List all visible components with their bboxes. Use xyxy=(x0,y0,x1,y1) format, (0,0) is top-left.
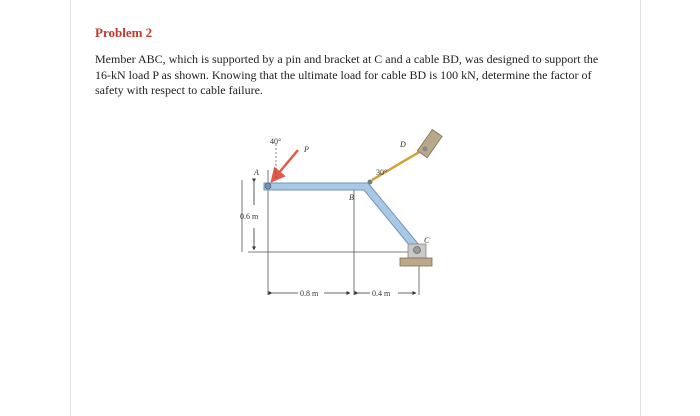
support-c xyxy=(400,244,432,266)
page-margin-right xyxy=(640,0,641,416)
problem-title: Problem 2 xyxy=(95,25,153,40)
problem-figure xyxy=(220,120,480,305)
angle-cable-label: 30° xyxy=(376,168,388,177)
point-c-label: C xyxy=(424,236,430,245)
page-margin-left xyxy=(70,0,71,416)
pin-a xyxy=(265,183,271,189)
bracket-d xyxy=(417,130,442,158)
load-label: P xyxy=(304,145,309,154)
dimension-left-label: 0.8 m xyxy=(300,289,319,298)
member-abc xyxy=(264,183,420,251)
point-a-label: A xyxy=(254,168,259,177)
pin-d xyxy=(423,147,428,152)
point-b-label: B xyxy=(349,193,354,202)
dimension-height-label: 0.6 m xyxy=(240,212,259,221)
problem-statement: Member ABC, which is supported by a pin and bracket at C and a cable BD, was designed to support the 16-kN load P as shown. Knowing that the ultimate load for cable BD is 100 kN, determine the factor of safety with respect to cable failure. xyxy=(95,52,599,97)
point-d-label: D xyxy=(400,140,406,149)
dimension-height xyxy=(240,182,259,250)
pin-b xyxy=(368,180,373,185)
dimension-right-label: 0.4 m xyxy=(372,289,391,298)
angle-load-label: 40° xyxy=(270,137,282,146)
